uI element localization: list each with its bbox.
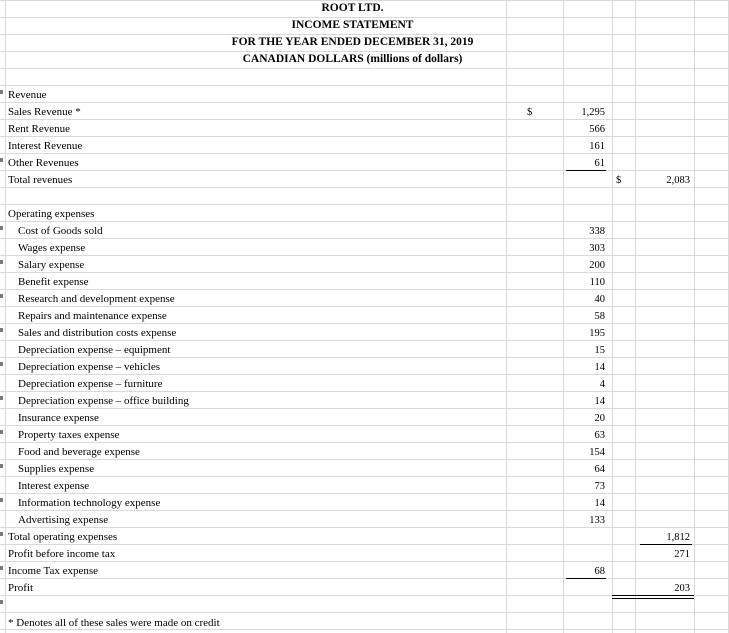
income-tax-label: Income Tax expense xyxy=(8,565,99,577)
revenue-item-label: Interest Revenue xyxy=(8,140,83,152)
profit-double-underline-bottom xyxy=(612,598,694,599)
expense-item-label: Supplies expense xyxy=(18,463,95,475)
profit-before-tax-label: Profit before income tax xyxy=(8,548,116,560)
revenue-item-value: 61 xyxy=(594,158,605,169)
footnote: * Denotes all of these sales were made on credit xyxy=(8,617,220,629)
expense-item-value: 303 xyxy=(589,243,605,254)
total-operating-expenses-value: 1,812 xyxy=(666,532,690,543)
revenue-item-value: 161 xyxy=(589,141,605,152)
company-name: ROOT LTD. xyxy=(321,2,384,14)
expense-item-value: 154 xyxy=(589,447,605,458)
expense-item-value: 195 xyxy=(589,328,605,339)
expense-item-value: 40 xyxy=(594,294,605,305)
revenue-dollar-sign: $ xyxy=(527,107,533,118)
revenue-item-label: Rent Revenue xyxy=(8,123,71,135)
expense-item-label: Depreciation expense – vehicles xyxy=(18,361,161,373)
expense-item-label: Property taxes expense xyxy=(18,429,120,441)
expense-item-label: Benefit expense xyxy=(18,276,89,288)
expense-item-label: Information technology expense xyxy=(18,497,161,509)
expense-item-label: Insurance expense xyxy=(18,412,99,424)
revenue-item-value: 1,295 xyxy=(581,107,605,118)
expense-item-value: 64 xyxy=(594,464,605,475)
expense-item-value: 4 xyxy=(599,379,605,390)
expenses-total-underline xyxy=(640,544,692,545)
expense-item-value: 133 xyxy=(589,515,605,526)
expense-item-value: 20 xyxy=(594,413,605,424)
expense-item-label: Cost of Goods sold xyxy=(18,225,103,237)
profit-label: Profit xyxy=(8,582,34,594)
profit-double-underline-top xyxy=(612,595,694,596)
expense-item-label: Interest expense xyxy=(18,480,90,492)
expense-item-value: 15 xyxy=(594,345,605,356)
expense-item-label: Depreciation expense – office building xyxy=(18,395,189,407)
subtotal-underline xyxy=(566,170,606,171)
revenue-item-label: Other Revenues xyxy=(8,157,79,169)
expense-item-value: 14 xyxy=(594,362,605,373)
expense-item-label: Salary expense xyxy=(18,259,85,271)
expense-item-label: Sales and distribution costs expense xyxy=(18,327,177,339)
statement-period: FOR THE YEAR ENDED DECEMBER 31, 2019 xyxy=(231,36,474,48)
total-revenues-label: Total revenues xyxy=(8,174,73,186)
expense-item-label: Advertising expense xyxy=(18,514,109,526)
revenue-item-value: 566 xyxy=(589,124,605,135)
expense-item-value: 73 xyxy=(594,481,605,492)
currency-note: CANADIAN DOLLARS (millions of dollars) xyxy=(242,53,463,65)
expense-item-label: Research and development expense xyxy=(18,293,175,305)
expense-item-value: 200 xyxy=(589,260,605,271)
expense-item-label: Repairs and maintenance expense xyxy=(18,310,167,322)
expense-item-value: 110 xyxy=(589,277,605,288)
income-tax-value: 68 xyxy=(594,566,605,577)
total-revenues-dollar-sign: $ xyxy=(616,175,622,186)
expense-item-value: 14 xyxy=(594,396,605,407)
expense-item-value: 338 xyxy=(589,226,605,237)
revenue-section-label: Revenue xyxy=(8,89,47,101)
expense-item-label: Food and beverage expense xyxy=(18,446,140,458)
operating-expenses-section-label: Operating expenses xyxy=(8,208,95,220)
statement-title: INCOME STATEMENT xyxy=(291,19,414,31)
profit-before-tax-value: 271 xyxy=(674,549,690,560)
expense-item-value: 14 xyxy=(594,498,605,509)
profit-value: 203 xyxy=(674,583,690,594)
total-revenues-value: 2,083 xyxy=(666,175,690,186)
expense-item-label: Depreciation expense – furniture xyxy=(18,378,163,390)
tax-underline xyxy=(566,578,606,579)
expense-item-value: 63 xyxy=(594,430,605,441)
revenue-item-label: Sales Revenue * xyxy=(8,106,81,118)
expense-item-label: Depreciation expense – equipment xyxy=(18,344,171,356)
total-operating-expenses-label: Total operating expenses xyxy=(8,531,118,543)
expense-item-value: 58 xyxy=(594,311,605,322)
expense-item-label: Wages expense xyxy=(18,242,86,254)
